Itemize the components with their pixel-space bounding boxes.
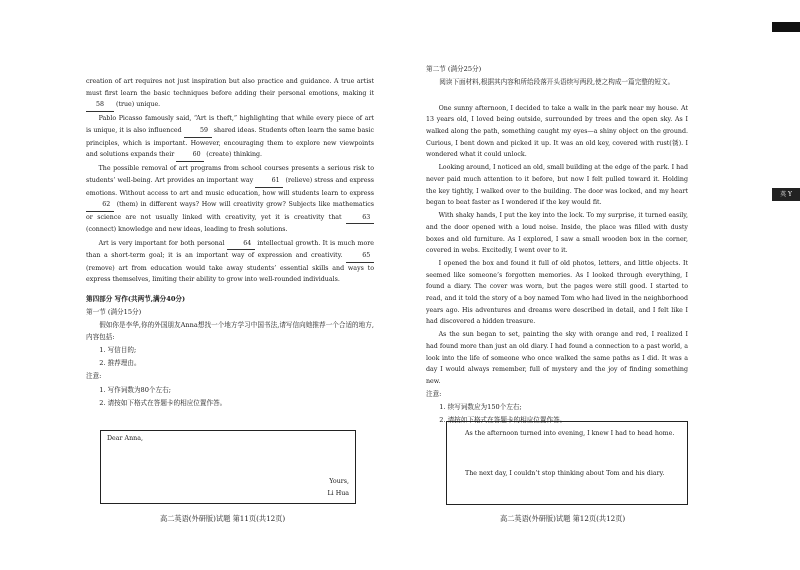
section2-instruction: 阅读下面材料,根据其内容和所给段落开头语续写两段,使之构成一篇完整的短文。 xyxy=(439,78,675,87)
paragraph-opener: As the afternoon turned into evening, I knew I had to head home. xyxy=(465,430,675,437)
passage-paragraph: The possible removal of art programs from school courses presents a serious risk to students’ well-being. Art provides an important way 61 (relieve) stress and express emotions. Without access to art and music education, how will students learn to express 62 (them) in different ways? How will creativity grow? Subjects like mathematics or science are not usually linked with creativity, yet it is creativity that 63 (connect) knowledge and new ideas, leading to fresh solutions. xyxy=(86,165,374,234)
task1-note: 1. 写作词数为80个左右; xyxy=(99,385,171,394)
story-paragraph: As the sun began to set, painting the sky with orange and red, I realized I had found more than just an old diary. I had found a connection to a past world, a look into the life of someone who once walked the same paths as I did. It was a day I would always remember, full of mystery and the joy of finding something new. xyxy=(426,331,688,385)
task1-point: 1. 写信目的; xyxy=(99,346,137,355)
continuation-template-box xyxy=(446,421,688,505)
story-paragraph: One sunny afternoon, I decided to take a walk in the park near my house. At 13 years old, I loved being outside, surrounded by trees and the open sky. As I walked along the path, something caught my eyes—a shiny object on the ground. Curious, I bent down and picked it up. It was an old key, covered with rust(锈). I wondered what it could unlock. xyxy=(426,104,688,159)
right-column xyxy=(426,64,688,429)
answer-blank: 60 xyxy=(176,149,204,162)
answer-blank: 62 xyxy=(86,199,114,212)
subject-tab: 英 Y xyxy=(772,188,800,201)
passage-paragraph: Art is very important for both personal 64 intellectual growth. It is much more than a short-term goal; it is an important way of expression and creativity. 65 (remove) art from education would take away students’ essential skills and ways to express themselves, limiting their ability to grow into well-rounded individuals. xyxy=(86,239,374,284)
task2-note: 2. 请按如下格式在答题卡的相应位置作答。 xyxy=(439,416,567,425)
edge-marker xyxy=(772,22,800,32)
notes-title: 注意: xyxy=(86,372,102,381)
paragraph-opener: The next day, I couldn’t stop thinking about Tom and his diary. xyxy=(465,470,665,477)
answer-blank: 63 xyxy=(346,212,374,225)
letter-template-box xyxy=(100,430,356,504)
letter-closing: Yours, xyxy=(329,478,349,485)
part4-title: 第四部分 写作(共两节,满分40分) xyxy=(86,294,186,303)
answer-blank: 65 xyxy=(346,250,374,263)
page-footer: 高二英语(外研版)试题 第12页(共12页) xyxy=(500,514,626,523)
story-paragraph: With shaky hands, I put the key into the lock. To my surprise, it turned easily, and the door opened with a loud noise. Inside, the place was filled with dusty boxes and old furniture. As I explored, I saw a small wooden box in the corner, covered in webs. Excitedly, I went over to it. xyxy=(426,212,688,255)
notes-title: 注意: xyxy=(426,390,442,398)
task2-note: 1. 续写词数应为150个左右; xyxy=(439,403,522,412)
section1-title: 第一节 (满分15分) xyxy=(86,308,142,317)
task1-note: 2. 请按如下格式在答题卡的相应位置作答。 xyxy=(99,398,227,407)
task1-prompt: 假如你是李华,你的外国朋友Anna想找一个地方学习中国书法,请写信向她推荐一个合适的地方,内容包括: xyxy=(86,321,374,341)
page-footer: 高二英语(外研版)试题 第11页(共12页) xyxy=(160,514,286,523)
left-column xyxy=(86,76,374,411)
passage-paragraph: Pablo Picasso famously said, “Art is theft,” highlighting that while every piece of art is unique, it is also influenced 59 shared ideas. Students often learn the same basic principles, which is important. However, encouraging them to explore new viewpoints and solutions expands their 60 (create) thinking. xyxy=(86,113,374,161)
task1-point: 2. 推荐理由。 xyxy=(99,359,141,368)
answer-blank: 58 xyxy=(86,99,114,112)
story-paragraph: I opened the box and found it full of old photos, letters, and little objects. It seemed like someone’s forgotten memories. As I looked through everything, I found a diary. The cover was worn, but the pages were still good. I started to read, and it told the story of a boy named Tom who had lived in the neighborhood years ago. His adventures and dreams were described in detail, and I felt like I had discovered a hidden treasure. xyxy=(426,260,688,326)
letter-greeting: Dear Anna, xyxy=(107,435,143,442)
story-paragraph: Looking around, I noticed an old, small building at the edge of the park. I had never paid much attention to it before, but now I felt pulled toward it. Holding the key tightly, I walked over to the building. The door was locked, and my heart began to beat faster as I wondered if the key would fit. xyxy=(426,164,688,207)
letter-signature: Li Hua xyxy=(327,490,349,497)
answer-blank: 61 xyxy=(255,175,283,188)
answer-blank: 59 xyxy=(184,125,212,138)
passage-paragraph: creation of art requires not just inspiration but also practice and guidance. A true artist must first learn the basic techniques before adding their personal emotions, making it 58 (true) unique. xyxy=(86,76,374,112)
section2-title: 第二节 (满分25分) xyxy=(426,65,482,73)
answer-blank: 64 xyxy=(227,238,255,251)
